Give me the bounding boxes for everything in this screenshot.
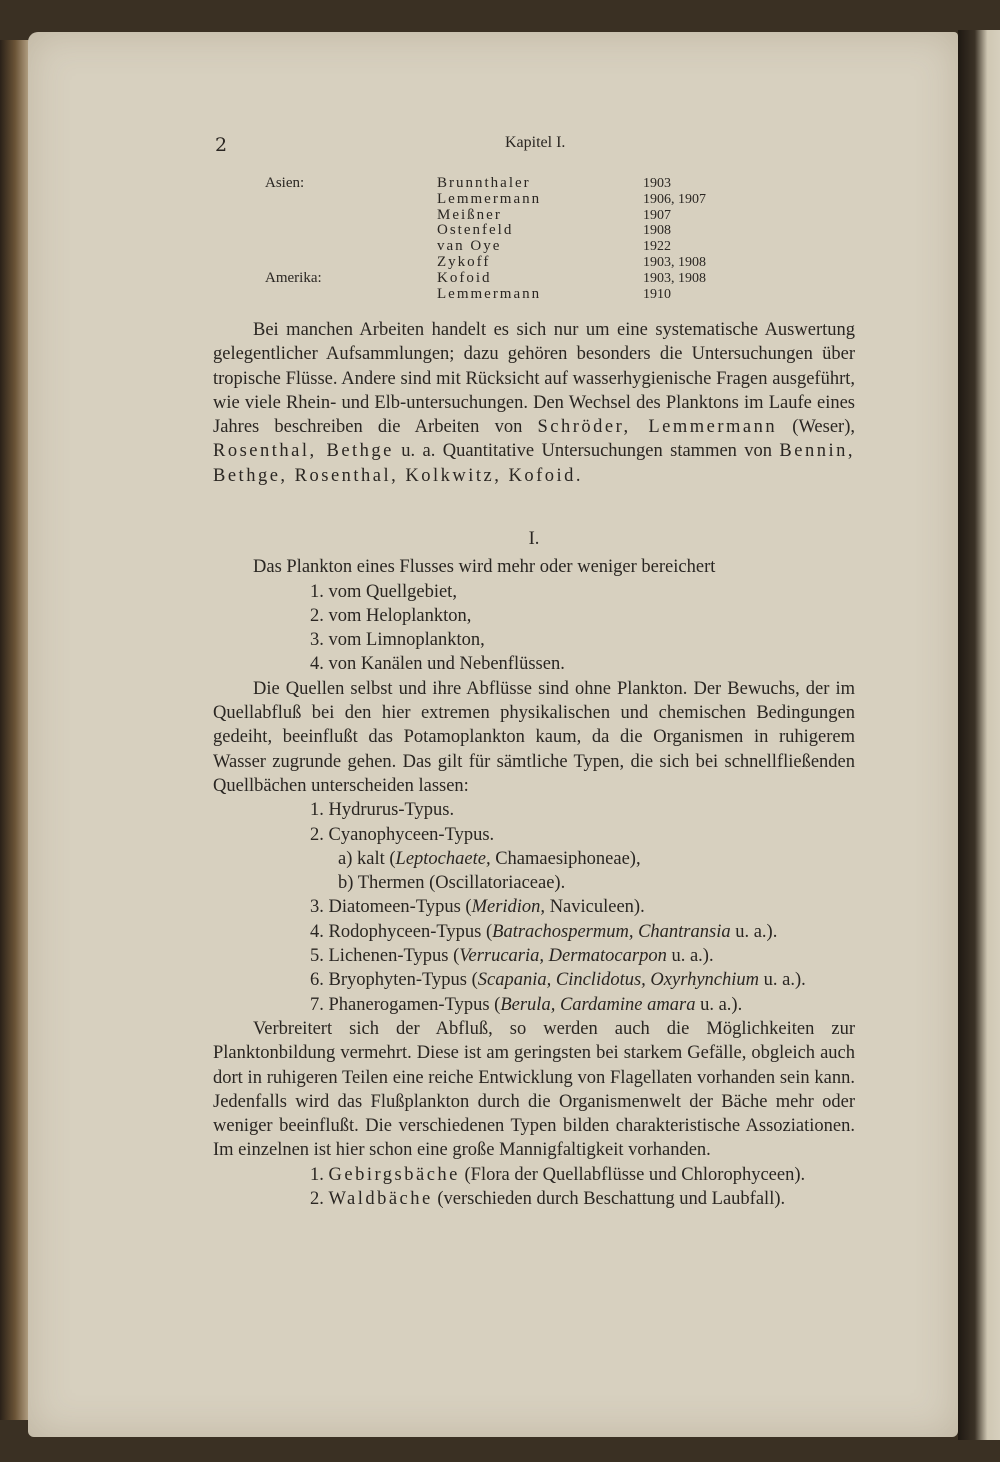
author-name: Zykoff — [437, 253, 491, 270]
publication-years: 1922 — [643, 239, 671, 255]
type-subitem: a) kalt (Leptochaete, Chamaesiphoneae), — [338, 848, 641, 869]
table-row — [265, 223, 765, 239]
region-label: Amerika: — [265, 269, 322, 286]
table-row — [265, 287, 765, 303]
author-table — [265, 176, 765, 302]
table-row — [265, 192, 765, 208]
plankton-item: 4. von Kanälen und Nebenflüssen. — [310, 654, 565, 675]
quellen-paragraph: Die Quellen selbst und ihre Abflüsse sind ohne Plankton. Der Bewuchs, der im Quellabfluß bei den hier extremen physikalischen und chemischen Bedingungen gedeiht, beeinflußt das Potamoplankton kaum, da die Organismen in ruhigerem Wasser zugrunde gehen. Das gilt für sämtliche Typen, die sich bei schnellfließenden Quellbächen unterscheiden lassen: — [213, 678, 855, 796]
type-item: 7. Phanerogamen-Typus (Berula, Cardamine amara u. a.). — [310, 994, 743, 1015]
intro-names-a: Schröder, Lemmermann — [537, 417, 778, 438]
table-row — [265, 255, 765, 271]
author-name: Brunnthaler — [437, 175, 531, 191]
running-header: Kapitel I. — [505, 134, 566, 151]
plankton-item: 3. vom Limnoplankton, — [310, 630, 485, 651]
table-row — [265, 208, 765, 224]
type-item: 6. Bryophyten-Typus (Scapania, Cinclidotus, Oxyrhynchium u. a.). — [310, 970, 806, 991]
intro-text-c: u. a. Quantitative Untersuchungen stammen von — [393, 441, 780, 462]
intro-paragraph — [213, 318, 855, 488]
publication-years: 1903, 1908 — [643, 254, 706, 270]
intro-names-b: Rosenthal, Bethge — [213, 441, 394, 462]
author-name: Ostenfeld — [437, 222, 514, 239]
section-i — [213, 527, 855, 1211]
plankton-item: 2. vom Heloplankton, — [310, 605, 472, 626]
publication-years: 1903, 1908 — [643, 270, 706, 286]
publication-years: 1903 — [643, 176, 671, 191]
intro-text-d: . — [575, 465, 581, 486]
region-label: Asien: — [265, 175, 305, 191]
type-item: 5. Lichenen-Typus (Verrucaria, Dermatocarpon u. a.). — [310, 946, 714, 967]
stream-item: 2. Waldbäche (verschieden durch Beschattung und Laubfall). — [310, 1189, 786, 1210]
author-name: van Oye — [437, 238, 502, 255]
publication-years: 1908 — [643, 223, 671, 239]
table-row — [265, 271, 765, 287]
publication-years: 1910 — [643, 286, 671, 302]
type-item: 1. Hydrurus-Typus. — [310, 800, 455, 821]
stream-item: 1. Gebirgsbäche (Flora der Quellabflüsse und Chlorophyceen). — [310, 1164, 806, 1185]
author-name: Meißner — [437, 206, 502, 223]
type-item: 2. Cyanophyceen-Typus. — [310, 824, 495, 845]
author-name: Lemmermann — [437, 190, 542, 207]
author-name: Lemmermann — [437, 285, 542, 302]
author-name: Kofoid — [437, 269, 492, 286]
page-number: 2 — [215, 134, 228, 156]
intro-names-c: Bennin, Bethge, Rosenthal, Kolkwitz, Kofoid — [213, 441, 855, 486]
publication-years: 1906, 1907 — [643, 191, 706, 207]
table-row — [265, 176, 765, 192]
abfluss-paragraph: Verbreitert sich der Abfluß, so werden auch die Möglichkeiten zur Planktonbildung vermehrt. Diese ist am geringsten bei starkem Gefälle, obgleich auch dort in ruhigeren Teilen eine reiche Entwicklung von Flagellaten vorhanden sein kann. Jedenfalls wird das Flußplankton durch die Organismenwelt der Bäche mehr oder weniger beeinflußt. Die verschiedenen Typen bilden charakteristische Assoziationen. Im einzelnen ist hier schon eine große Mannigfaltigkeit vorhanden. — [213, 1018, 855, 1161]
plankton-item: 1. vom Quellgebiet, — [310, 581, 457, 602]
publication-years: 1907 — [643, 207, 671, 223]
intro-text-b: (Weser), — [777, 417, 855, 438]
section-heading: I. — [528, 529, 540, 549]
type-subitem: b) Thermen (Oscillatoriaceae). — [338, 873, 566, 894]
intro-text-a: Bei manchen Arbeiten handelt es sich nur um eine systematische Auswertung gelegentlicher Aufsammlungen; dazu gehören besonders die Untersuchungen über tropische Flüsse. Andere sind mit Rücksicht auf wasserhygienische Fragen ausgeführt, wie viele Rhein- und Elb-untersuchungen. Den Wechsel des Planktons im Laufe eines Jahres beschreiben die Arbeiten von — [213, 320, 855, 438]
type-item: 4. Rodophyceen-Typus (Batrachospermum, Chantransia u. a.). — [310, 921, 778, 942]
table-row — [265, 239, 765, 255]
type-item: 3. Diatomeen-Typus (Meridion, Naviculeen). — [310, 897, 645, 918]
plankton-lead: Das Plankton eines Flusses wird mehr oder weniger bereichert — [253, 557, 716, 578]
